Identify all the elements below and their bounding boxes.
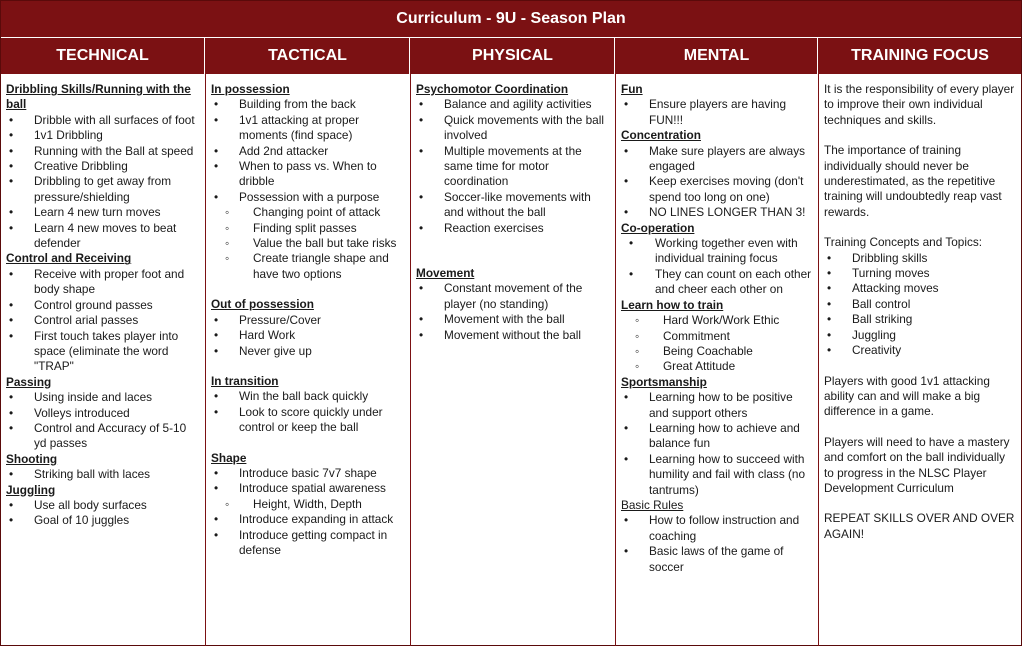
page-title: Curriculum - 9U - Season Plan bbox=[1, 1, 1021, 38]
column-header-physical: PHYSICAL bbox=[411, 38, 615, 74]
sub-list-item: ◦ Value the ball but take risks bbox=[211, 236, 404, 251]
list-item: • How to follow instruction and coaching bbox=[621, 513, 812, 544]
column-tactical bbox=[206, 38, 411, 646]
list-item: • Balance and agility activities bbox=[416, 97, 609, 112]
bullet-list bbox=[6, 113, 199, 252]
column-body-training-focus bbox=[819, 74, 1021, 561]
list-item: • Learning how to succeed with humility and fail with class (no tantrums) bbox=[621, 452, 812, 498]
sub-list-item: ◦ Great Attitude bbox=[621, 359, 812, 374]
list-title: Training Concepts and Topics: bbox=[824, 235, 983, 250]
bullet-list bbox=[621, 513, 812, 575]
list-item: • 1v1 Dribbling bbox=[6, 128, 199, 143]
paragraph: REPEAT SKILLS OVER AND OVER AGAIN! bbox=[824, 511, 1015, 541]
bullet-list bbox=[211, 313, 404, 359]
list-item: • Dribble with all surfaces of foot bbox=[6, 113, 199, 128]
bullet-list bbox=[621, 97, 812, 128]
bullet-list bbox=[211, 389, 404, 435]
list-item: • Pressure/Cover bbox=[211, 313, 404, 328]
column-body-tactical bbox=[206, 74, 410, 562]
list-item: • Use all body surfaces bbox=[6, 498, 199, 513]
section-title: Basic Rules bbox=[621, 497, 684, 512]
section-title: Control and Receiving bbox=[6, 251, 132, 266]
list-item: • Turning moves bbox=[824, 266, 1015, 281]
sub-list-item: ◦ Changing point of attack bbox=[211, 205, 404, 220]
list-item: • Soccer-like movements with and without the ball bbox=[416, 190, 609, 221]
column-mental bbox=[616, 38, 819, 646]
section-title: Dribbling Skills/Running with the ball bbox=[6, 82, 191, 112]
list-item: • Win the ball back quickly bbox=[211, 389, 404, 404]
paragraph: The importance of training individually should never be underestimated, as the repetitive training will undoubtedly reap vast rewards. bbox=[824, 143, 1002, 219]
column-physical bbox=[411, 38, 616, 646]
list-item: • Make sure players are always engaged bbox=[621, 144, 812, 175]
sub-list-item: ◦ Create triangle shape and have two options bbox=[211, 251, 404, 282]
list-item: • Juggling bbox=[824, 328, 1015, 343]
list-item: • 1v1 attacking at proper moments (find space) bbox=[211, 113, 404, 144]
bullet-list bbox=[6, 390, 199, 452]
list-item: • NO LINES LONGER THAN 3! bbox=[621, 205, 812, 220]
list-item: • Quick movements with the ball involved bbox=[416, 113, 609, 144]
list-item: • Striking ball with laces bbox=[6, 467, 199, 482]
list-item: • Possession with a purpose bbox=[211, 190, 404, 205]
list-item: • Working together even with individual training focus bbox=[621, 236, 812, 267]
section-title: Passing bbox=[6, 374, 52, 389]
bullet-list bbox=[6, 467, 199, 482]
sub-list-item: ◦ Commitment bbox=[621, 329, 812, 344]
list-item: • Volleys introduced bbox=[6, 406, 199, 421]
list-item: • Basic laws of the game of soccer bbox=[621, 544, 812, 575]
list-item: • Goal of 10 juggles bbox=[6, 513, 199, 528]
bullet-list bbox=[621, 313, 812, 375]
list-item: • Using inside and laces bbox=[6, 390, 199, 405]
bullet-list bbox=[6, 498, 199, 529]
column-training-focus bbox=[819, 38, 1021, 646]
section-title: Co-operation bbox=[621, 220, 695, 235]
column-header-tactical: TACTICAL bbox=[206, 38, 410, 74]
bullet-list bbox=[211, 97, 404, 282]
bullet-list bbox=[621, 236, 812, 298]
list-item: • Running with the Ball at speed bbox=[6, 144, 199, 159]
column-body-technical bbox=[1, 74, 205, 533]
list-item: • Multiple movements at the same time for motor coordination bbox=[416, 144, 609, 190]
list-item: • Creative Dribbling bbox=[6, 159, 199, 174]
column-body-mental bbox=[616, 74, 818, 579]
bullet-list bbox=[416, 281, 609, 343]
bullet-list bbox=[824, 251, 1015, 359]
list-item: • Learning how to be positive and support others bbox=[621, 390, 812, 421]
list-item: • Never give up bbox=[211, 344, 404, 359]
list-item: • They can count on each other and cheer each other on bbox=[621, 267, 812, 298]
list-item: • Introduce basic 7v7 shape bbox=[211, 466, 404, 481]
section-title: Juggling bbox=[6, 482, 56, 497]
list-item: • First touch takes player into space (eliminate the word "TRAP" bbox=[6, 329, 199, 375]
list-item: • Dribbling skills bbox=[824, 251, 1015, 266]
list-item: • Movement with the ball bbox=[416, 312, 609, 327]
paragraph: Players will need to have a mastery and comfort on the ball individually to progress in the NLSC Player Development Curriculum bbox=[824, 434, 1010, 495]
list-item: • Reaction exercises bbox=[416, 221, 609, 236]
list-item: • Control arial passes bbox=[6, 313, 199, 328]
columns-grid bbox=[1, 38, 1021, 646]
bullet-list bbox=[416, 97, 609, 236]
list-item: • Ball striking bbox=[824, 312, 1015, 327]
section-title: Sportsmanship bbox=[621, 374, 707, 389]
list-item: • Introduce expanding in attack bbox=[211, 512, 404, 527]
list-item: • Introduce getting compact in defense bbox=[211, 528, 404, 559]
bullet-list bbox=[211, 466, 404, 558]
list-item: • When to pass vs. When to dribble bbox=[211, 159, 404, 190]
list-item: • Add 2nd attacker bbox=[211, 144, 404, 159]
section-title: Movement bbox=[416, 266, 475, 281]
list-item: • Learn 4 new turn moves bbox=[6, 205, 199, 220]
section-title: Fun bbox=[621, 82, 643, 96]
section-title: Shooting bbox=[6, 451, 58, 466]
section-title: Psychomotor Coordination bbox=[416, 82, 569, 96]
list-item: • Ball control bbox=[824, 297, 1015, 312]
list-item: • Ensure players are having FUN!!! bbox=[621, 97, 812, 128]
list-item: • Receive with proper foot and body shape bbox=[6, 267, 199, 298]
list-item: • Learning how to achieve and balance fun bbox=[621, 421, 812, 452]
section-title: Learn how to train bbox=[621, 297, 724, 312]
bullet-list bbox=[621, 144, 812, 221]
sub-list-item: ◦ Hard Work/Work Ethic bbox=[621, 313, 812, 328]
sub-list-item: ◦ Height, Width, Depth bbox=[211, 497, 404, 512]
list-item: • Control ground passes bbox=[6, 298, 199, 313]
list-item: • Dribbling to get away from pressure/shielding bbox=[6, 174, 199, 205]
list-item: • Attacking moves bbox=[824, 281, 1015, 296]
column-header-training-focus: TRAINING FOCUS bbox=[819, 38, 1021, 74]
list-item: • Learn 4 new moves to beat defender bbox=[6, 221, 199, 252]
column-technical bbox=[1, 38, 206, 646]
section-title: In transition bbox=[211, 373, 279, 388]
column-header-mental: MENTAL bbox=[616, 38, 818, 74]
list-item: • Constant movement of the player (no standing) bbox=[416, 281, 609, 312]
section-title: Concentration bbox=[621, 128, 701, 143]
section-title: Shape bbox=[211, 450, 247, 465]
column-header-technical: TECHNICAL bbox=[1, 38, 205, 74]
sub-list-item: ◦ Being Coachable bbox=[621, 344, 812, 359]
list-item: • Building from the back bbox=[211, 97, 404, 112]
bullet-list bbox=[6, 267, 199, 375]
section-title: In possession bbox=[211, 82, 290, 96]
list-item: • Hard Work bbox=[211, 328, 404, 343]
list-item: • Keep exercises moving (don't spend too long on one) bbox=[621, 174, 812, 205]
list-item: • Control and Accuracy of 5-10 yd passes bbox=[6, 421, 199, 452]
sub-list-item: ◦ Finding split passes bbox=[211, 221, 404, 236]
bullet-list bbox=[621, 390, 812, 498]
list-item: • Movement without the ball bbox=[416, 328, 609, 343]
list-item: • Creativity bbox=[824, 343, 1015, 358]
list-item: • Look to score quickly under control or keep the ball bbox=[211, 405, 404, 436]
list-item: • Introduce spatial awareness bbox=[211, 481, 404, 496]
paragraph: It is the responsibility of every player to improve their own individual techniques and skills. bbox=[824, 82, 1015, 127]
column-body-physical bbox=[411, 74, 615, 347]
section-title: Out of possession bbox=[211, 297, 314, 312]
paragraph: Players with good 1v1 attacking ability can and will make a big difference in a game. bbox=[824, 373, 990, 419]
